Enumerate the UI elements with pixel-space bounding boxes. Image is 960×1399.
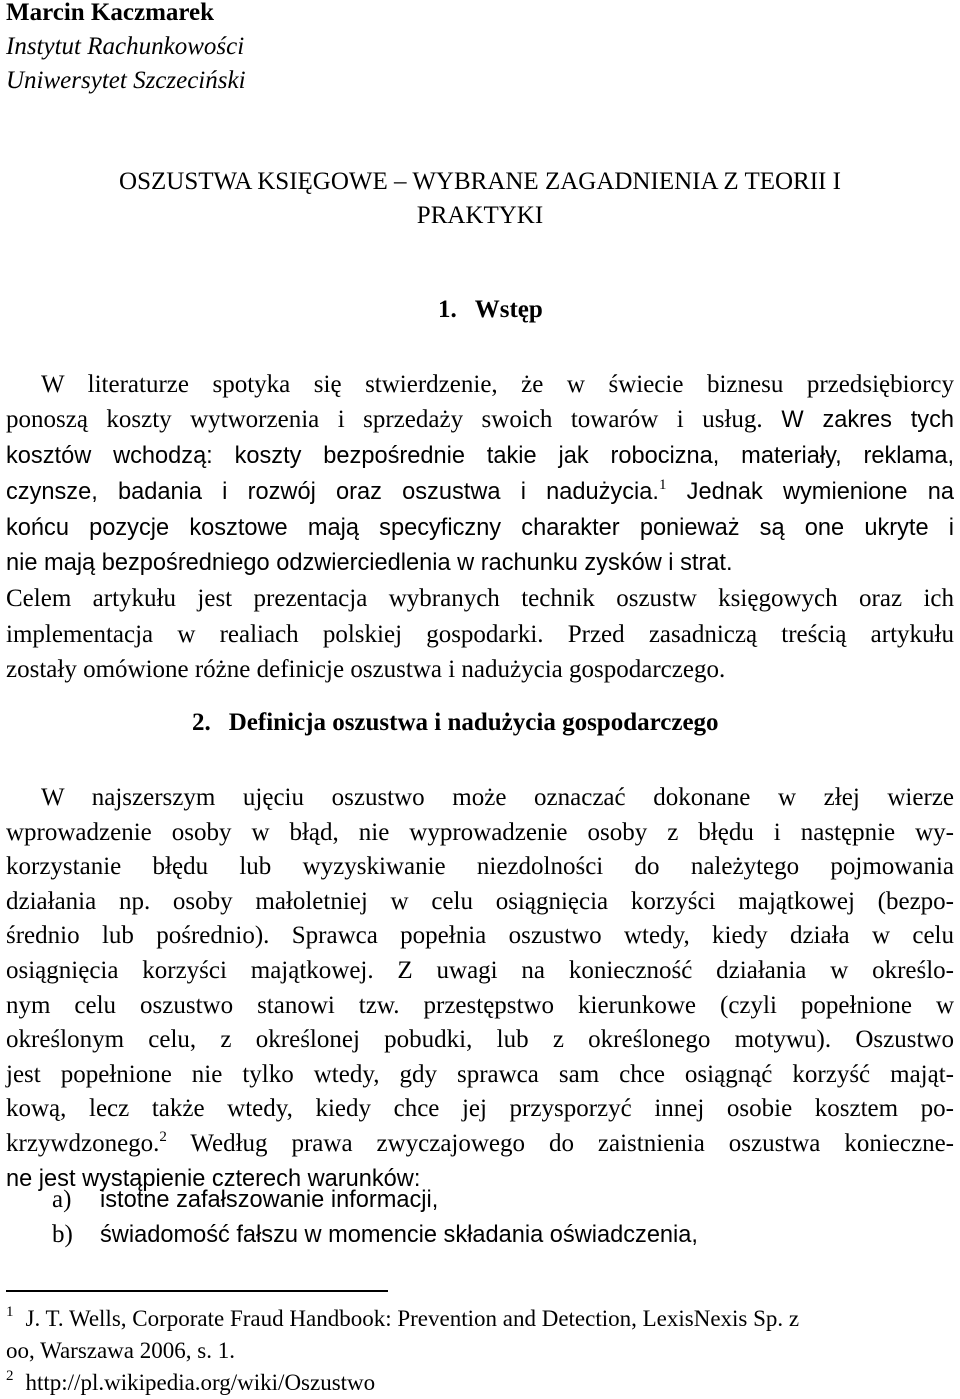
list-item-text: świadomość fałszu w momencie składania oświadczenia, [100,1222,698,1248]
list-item [52,1218,698,1252]
list-item [52,1183,438,1217]
author-name: Marcin Kaczmarek [6,0,215,26]
paragraph-line: końcu pozycje kosztowe mają specyficzny charakter ponieważ są one ukryte i [6,514,954,541]
section-2-heading [192,706,719,740]
paragraph-line: określonym celu, z określonej pobudki, lub z określonego motywu). Oszustwo [6,1026,954,1054]
footnote-1 [6,1303,946,1367]
footnote-text: J. T. Wells, Corporate Fraud Handbook: Prevention and Detection, LexisNexis Sp. z [25,1306,800,1331]
section-2-paragraph [6,781,954,1196]
paragraph-line: W najszerszym ujęciu oszustwo może oznaczać dokonane w złej wierze [41,784,954,811]
paper-title-line-2: PRAKTYKI [416,202,544,229]
footnote-mark: 2 [6,1368,14,1384]
paragraph-line: zostały omówione różne definicje oszustwa i nadużycia gospodarczego. [6,656,726,684]
list-marker: a) [52,1186,72,1213]
list-marker: b) [52,1221,73,1248]
paragraph-line: działania np. osoby małoletniej w celu osiągnięcia korzyści majątkowej (bezpo- [6,887,954,915]
line-segment-sans: W zakres tych [762,407,954,434]
footnote-link[interactable]: http://pl.wikipedia.org/wiki/Oszustwo [25,1370,376,1395]
line-segment-sans: Jednak wymienione na [666,479,954,506]
footnote-ref-2[interactable]: 2 [159,1128,167,1145]
footnote-text: oo, Warszawa 2006, s. 1. [6,1338,235,1363]
paragraph-line: nie mają bezpośredniego odzwierciedlenia w rachunku zysków i strat. [6,550,733,577]
paragraph-line [6,1127,954,1162]
paragraph-line [6,474,954,510]
paragraph-line: jest popełnione nie tylko wtedy, gdy sprawca sam chce osiągnąć korzyść mająt- [6,1060,954,1088]
section-1-paragraph [6,367,954,688]
line-segment-sans: czynsze, badania i rozwój oraz oszustwa i nadużycia. [6,479,659,506]
section-1-number: 1. [438,296,457,323]
list-item-text: istotne zafałszowanie informacji, [100,1187,439,1213]
section-1-heading [438,293,543,327]
section-2-number: 2. [192,709,211,736]
paper-title-line-1: OSZUSTWA KSIĘGOWE – WYBRANE ZAGADNIENIA Z TEORII I [119,168,841,195]
line-segment: krzywdzonego. [6,1129,160,1157]
paragraph-line: Celem artykułu jest prezentacja wybranych technik oszustw księgowych oraz ich [6,585,954,613]
affiliation-university: Uniwersytet Szczeciński [6,67,246,94]
section-2-title: Definicja oszustwa i nadużycia gospodarczego [228,709,719,736]
footnote-separator [6,1290,388,1292]
section-1-title: Wstęp [474,296,543,323]
line-segment: ponoszą koszty wytworzenia i sprzedaży swoich towarów i usług. [6,406,763,434]
paragraph-line: kosztów wchodzą: koszty bezpośrednie takie jak robocizna, materiały, reklama, [6,442,954,469]
paragraph-line [6,402,954,438]
paragraph-line: kową, lecz także wtedy, kiedy chce jej przysporzyć innej osobie kosztem po- [6,1095,954,1123]
paragraph-line: korzystanie błędu lub wyzyskiwanie niezdolności do należytego pojmowania [6,853,954,881]
paragraph-line: średnio lub pośrednio). Sprawca popełnia oszustwo wtedy, kiedy działa w celu [6,922,954,950]
footnote-ref-1[interactable]: 1 [658,477,667,494]
paragraph-line: osiągnięcia korzyści majątkowej. Z uwagi na konieczność działania w określo- [6,956,954,984]
line-segment: Według prawa zwyczajowego do zaistnienia oszustwa konieczne- [166,1129,954,1157]
paragraph-line: nym celu oszustwo stanowi tzw. przestępstwo kierunkowe (czyli popełnione w [6,991,954,1019]
affiliation-institute: Instytut Rachunkowości [6,33,245,60]
paragraph-line: ne jest wystąpienie czterech warunków: [6,1165,421,1192]
footnote-2 [6,1367,946,1399]
paragraph-line: wprowadzenie osoby w błąd, nie wyprowadzenie osoby z błędu i następnie wy- [6,818,954,846]
paragraph-line: implementacja w realiach polskiej gospodarki. Przed zasadniczą treścią artykułu [6,620,954,648]
paragraph-line: W literaturze spotyka się stwierdzenie, że w świecie biznesu przedsiębiorcy [41,371,954,398]
footnote-mark: 1 [6,1304,14,1320]
